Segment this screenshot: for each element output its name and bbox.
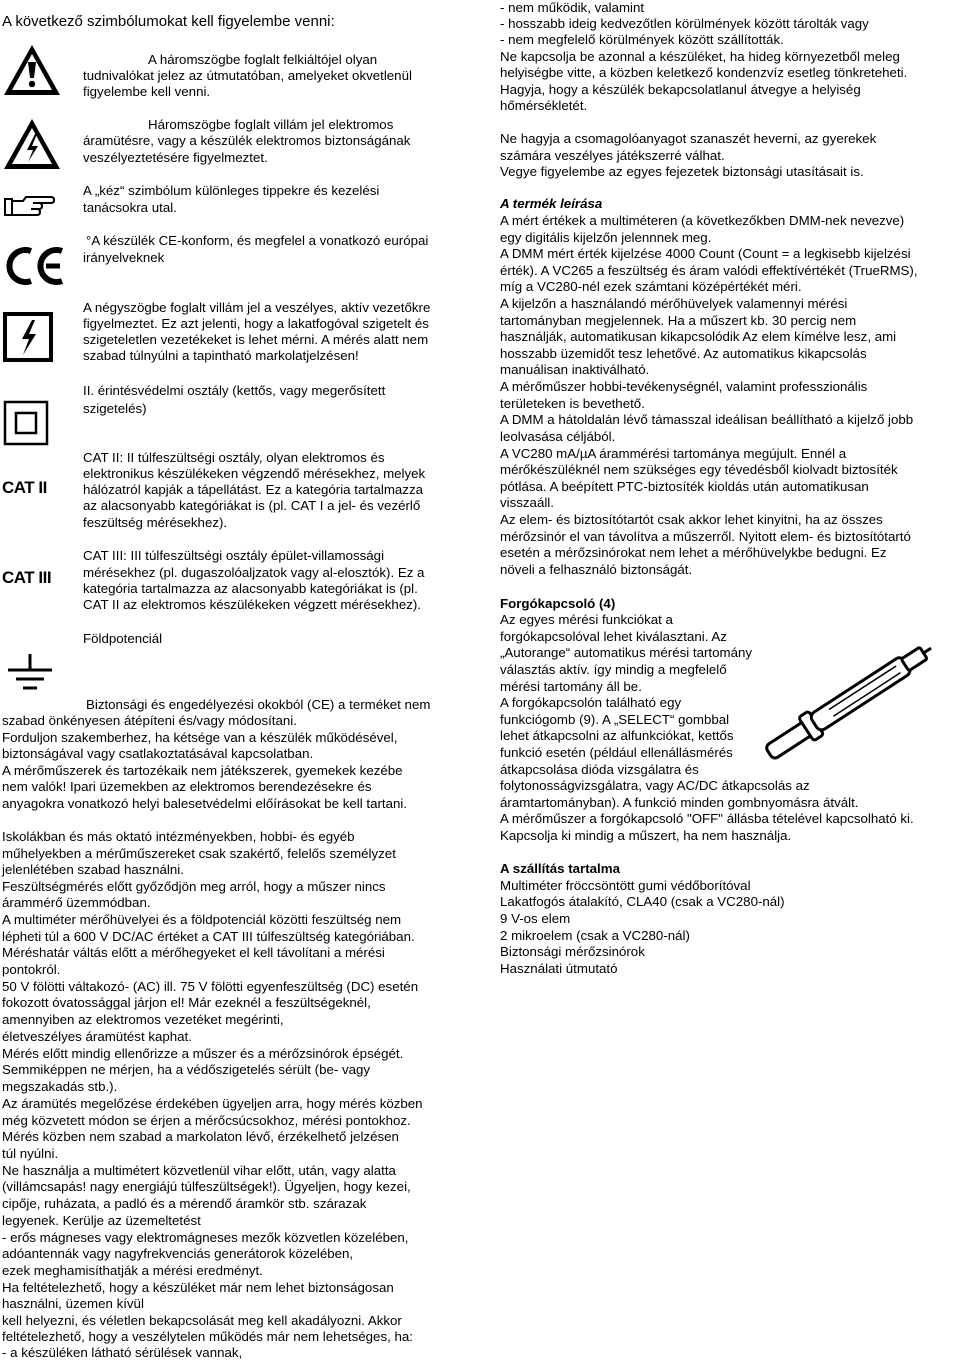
- delivery-heading: A szállítás tartalma: [500, 861, 620, 876]
- ce-mark-icon: [2, 244, 68, 288]
- left-body-line: biztonságával vagy csatlakoztatásával kapcsolatban.: [2, 746, 314, 761]
- left-body-line: szabad önkényesen átépíteni és/vagy módosítani.: [2, 713, 297, 728]
- left-body-line: Mérés közben nem szabad a markolaton lévő, érzékelhető jelzésen: [2, 1129, 399, 1144]
- product-line: növeli a felhasználó biztonságát.: [500, 562, 693, 577]
- product-line: esetén a mérőzsinórokat nem lehet a mérőhüvelykbe bedugni. Ez: [500, 545, 887, 560]
- shock-text-1: Háromszögbe foglalt villám jel elektromos: [148, 117, 394, 132]
- left-body-line: nem valók! Ipari üzemekben az elektromos berendezésekre és: [2, 779, 372, 794]
- product-line: tartományban megjelennek. Ha a műszert kb. 30 percig nem: [500, 313, 857, 328]
- left-body-line: cipője, ruházata, a padló és a mérendő áramkör stb. szárazak: [2, 1196, 367, 1211]
- rotary-line: A forgókapcsolón található egy: [500, 695, 682, 710]
- test-probe-icon: [748, 612, 948, 792]
- delivery-item: 2 mikroelem (csak a VC280-nál): [500, 928, 690, 943]
- ground-symbol-icon: [6, 652, 54, 692]
- shock-text-3: veszélyeztetésére figyelmeztet.: [83, 150, 268, 165]
- delivery-item: Használati útmutató: [500, 961, 618, 976]
- left-body-line: lépheti túl a 600 V DC/AC értéket a CAT III túlfeszültség kategóriában.: [2, 929, 415, 944]
- right-top-line: Ne kapcsolja be azonnal a készüléket, ha hideg környezetből meleg: [500, 49, 900, 64]
- left-body-line: kell helyezni, és véletlen bekapcsolását meg kell akadályozni. Akkor: [2, 1313, 402, 1328]
- left-body-line: műhelyekben a mérűműszereket csak szakértő, felelős személyzet: [2, 846, 396, 861]
- shock-text-2: áramütésre, vagy a készülék elektromos biztonságának: [83, 133, 411, 148]
- product-line: mérőzsinór el van távolítva a műszerről. Nyitott elem- és biztosítótartó: [500, 529, 911, 544]
- product-line: A kijelzőn a használandó mérőhüvelyek valamennyi mérési: [500, 296, 848, 311]
- left-body-line: (villámcsapás! nagy energiájú túlfeszültségek!). Ügyeljen, hogy kezei,: [2, 1179, 411, 1194]
- right-top-line: - nem működik, valamint: [500, 0, 645, 15]
- live-text-2: figyelmeztet. Ez azt jelenti, hogy a lakatfogóval szigetelt és: [83, 316, 429, 331]
- rotary-line: A mérőműszer a forgókapcsoló "OFF" állásba tételével kapcsolható ki.: [500, 811, 914, 826]
- product-line: A DMM mért érték kijelzése 4000 Count (Count = a legkisebb kijelzési: [500, 246, 911, 261]
- left-body-line: Mérés előtt mindig ellenőrizze a műszer és a mérőzsinórok épségét.: [2, 1046, 404, 1061]
- warning-text-2: tudnivalókat jelez az útmutatóban, amelyeket okvetlenül: [83, 68, 412, 83]
- rotary-line: Az egyes mérési funkciókat a: [500, 612, 673, 627]
- page-title: A következő szimbólumokat kell figyelembe venni:: [2, 13, 335, 30]
- left-body-line: A mérőműszerek és tartozékaik nem játékszerek, gyemekek kezébe: [2, 763, 403, 778]
- class2-text-2: szigetelés): [83, 401, 147, 416]
- left-body-line: Az áramütés megelőzése érdekében ügyeljen arra, hogy mérés közben: [2, 1096, 423, 1111]
- left-body-line: árammérő üzemmódban.: [2, 895, 151, 910]
- left-body-line: - a készüléken látható sérülések vannak,: [2, 1345, 243, 1360]
- product-line: míg a VC280-nél ezek számtani középértékét méri.: [500, 279, 802, 294]
- live-text-1: A négyszögbe foglalt villám jel a veszélyes, aktív vezetőkre: [83, 300, 431, 315]
- product-line: mérőkészüléknél nem szükséges egy tévedésből kiolvadt biztosíték: [500, 462, 898, 477]
- rotary-line: funkciógomb (9). A „SELECT“ gombbal: [500, 712, 730, 727]
- cat2-text-4: az alacsonyabb kategóriákat is (pl. CAT I a jel- és vezérlő: [83, 498, 421, 513]
- cat2-text-5: feszültség mérésekhez).: [83, 515, 228, 530]
- product-line: visszaáll.: [500, 495, 554, 510]
- rotary-line: „Autorange“ automatikus mérési tartomány: [500, 645, 753, 660]
- left-body-line: Ne használja a multimétert közvetlenül vihar előtt, után, vagy alatta: [2, 1163, 396, 1178]
- right-top-line: hőmérsékletét.: [500, 98, 588, 113]
- rotary-line: mérési tartomány áll be.: [500, 679, 642, 694]
- live-text-3: szigeteletlen vezetékeket is lehet mérni. A mérés alatt nem: [83, 332, 429, 347]
- left-body-line: ezek meghamisíthatják a mérési eredményt.: [2, 1263, 263, 1278]
- lightning-square-icon: [3, 312, 53, 362]
- cat3-text-1: CAT III: III túlfeszültségi osztály épület-villamossági: [83, 548, 385, 563]
- cat3-text-2: mérésekhez (pl. dugaszolóaljzatok vagy al-elosztók). Ez a: [83, 565, 425, 580]
- rotary-line: funkció esetén (például ellenállásmérés: [500, 745, 733, 760]
- rotary-line: folytonosságvizsgálatra, vagy AC/DC átkapcsolás az: [500, 778, 810, 793]
- left-body-line: - erős mágneses vagy elektromágneses mezők közvetlen közelében,: [2, 1230, 409, 1245]
- cat2-text-2: elektronikus készülékeken végzendő mérésekhez, melyek: [83, 466, 426, 481]
- left-body-line: Méréshatár váltás előtt a mérőhegyeket el kell távolítani a mérési: [2, 945, 385, 960]
- right-top-line: helyiségbe vitte, a közben keletkező kondenzvíz esetleg tönkreteheti.: [500, 65, 908, 80]
- class2-text-1: II. érintésvédelmi osztály (kettős, vagy megerősített: [83, 383, 386, 398]
- left-body-line: anyagokra vonatkozó helyi balesetvédelmi előírásokat be kell tartani.: [2, 796, 408, 811]
- product-line: A DMM a hátoldalán lévő támasszal ideálisan beállítható a kijelző jobb: [500, 412, 914, 427]
- left-body-line: adóantennák vagy nagyfrekvenciás generátorok közelében,: [2, 1246, 354, 1261]
- product-heading: A termék leírása: [500, 196, 603, 211]
- left-body-line: 50 V fölötti váltakozó- (AC) ill. 75 V fölötti egyenfeszültség (DC) esetén: [2, 979, 419, 994]
- left-body-line: életveszélyes áramütést kaphat.: [2, 1029, 192, 1044]
- left-body-line: Forduljon szakemberhez, ha kétsége van a készülék működésével,: [2, 730, 398, 745]
- right-top-line: Hagyja, hogy a készülék bekapcsolatlanul átvegye a helyiség: [500, 82, 861, 97]
- rotary-heading: Forgókapcsoló (4): [500, 596, 616, 611]
- left-body-line: A multiméter mérőhüvelyei és a földpotenciál közötti feszültség nem: [2, 912, 402, 927]
- product-line: egy digitális kijelzőn jelennnek meg.: [500, 230, 712, 245]
- double-insulation-icon: [3, 400, 49, 446]
- rotary-line: Kapcsolja ki mindig a műszert, ha nem használja.: [500, 828, 792, 843]
- left-body-line: Feszültségmérés előtt győződjön meg arról, hogy a műszer nincs: [2, 879, 386, 894]
- left-body-line: fokozott óvatossággal járjon el! Már ezeknél a feszültségeknél,: [2, 995, 371, 1010]
- left-body-line: Ha feltételezhető, hogy a készüléket már nem lehet biztonságosan: [2, 1280, 394, 1295]
- ce-text-2: irányelveknek: [83, 250, 165, 265]
- product-line: Az elem- és biztosítótartót csak akkor lehet kinyitni, ha az összes: [500, 512, 883, 527]
- electric-shock-triangle-icon: [2, 117, 62, 171]
- product-line: A VC280 mA/µA árammérési tartománya megújult. Ennél a: [500, 446, 847, 461]
- rotary-line: forgókapcsolóval lehet kiválasztani. Az: [500, 629, 727, 644]
- cat2-label: CAT II: [2, 478, 47, 497]
- cat3-label: CAT III: [2, 568, 52, 587]
- product-line: használják, automatikusan kikapcsolódik Az elem kímélve lesz, ami: [500, 329, 897, 344]
- rotary-line: választás aktív. így mindig a megfelelő: [500, 662, 727, 677]
- product-line: területeken is bevethető.: [500, 396, 645, 411]
- ground-text: Földpotenciál: [83, 631, 163, 646]
- live-text-4: szabad túlnyúlni a tapintható markolatjelzésen!: [83, 348, 359, 363]
- left-body-line: legyenek. Kerülje az üzemeltetést: [2, 1213, 201, 1228]
- warning-triangle-icon: [2, 43, 62, 97]
- right-top-line: - hosszabb ideig kedvezőtlen körülmények között tárolták vagy: [500, 16, 869, 31]
- warning-text-1: A háromszögbe foglalt felkiáltójel olyan: [148, 52, 378, 67]
- product-line: A mérőműszer hobbi-tevékenységnél, valamint professzionális: [500, 379, 868, 394]
- left-body-line: megszakadás stb.).: [2, 1079, 118, 1094]
- rotary-line: lehet átkapcsolni az alfunkciókat, kettős: [500, 728, 734, 743]
- product-line: érték). A VC265 a feszültség és áram valódi effektívértékét (TrueRMS),: [500, 263, 918, 278]
- product-line: A mért értékek a multiméteren (a következőkben DMM-nek nevezve): [500, 213, 905, 228]
- rotary-line: átkapcsolása dióda vizsgálatra és: [500, 762, 699, 777]
- left-body-line: túl nyúlni.: [2, 1146, 59, 1161]
- warning-text-3: figyelembe kell venni.: [83, 84, 211, 99]
- cat3-text-3: kategória tartalmazza az alacsonyabb kategóriákat is (pl.: [83, 581, 418, 596]
- product-line: leolvasása céljából.: [500, 429, 616, 444]
- ce-text-1: °A készülék CE-konform, és megfelel a vonatkozó európai: [86, 233, 429, 248]
- pointing-hand-icon: [3, 193, 55, 221]
- cat3-text-4: CAT II az elektromos készülékeken végzett mérésekhez).: [83, 597, 421, 612]
- delivery-item: Biztonsági mérőzsinórok: [500, 944, 645, 959]
- left-body-line: használni, üzemen kívül: [2, 1296, 144, 1311]
- hand-text-1: A „kéz“ szimbólum különleges tippekre és kezelési: [83, 183, 380, 198]
- delivery-item: 9 V-os elem: [500, 911, 571, 926]
- left-body-line: jelenlétében szabad használni.: [2, 862, 184, 877]
- cat2-text-3: hálózatról kapják a tápellátást. Ez a kategória tartalmazza: [83, 482, 423, 497]
- right-top-line: Ne hagyja a csomagolóanyagot szanaszét heverni, az gyerekek: [500, 131, 877, 146]
- right-top-line: Vegye figyelembe az egyes fejezetek biztonsági utasításait is.: [500, 164, 864, 179]
- product-line: manuálisan inaktiválható.: [500, 362, 650, 377]
- delivery-item: Multiméter fröccsöntött gumi védőborítóval: [500, 878, 751, 893]
- left-body-line: pontokról.: [2, 962, 61, 977]
- left-body-line: még közvetett módon se érjen a mérőcsúcsokhoz, mérési pontokhoz.: [2, 1113, 411, 1128]
- left-body-line: Semmiképpen ne mérjen, ha a védőszigetelés sérült (be- vagy: [2, 1062, 371, 1077]
- left-body-line: Iskolákban és más oktató intézményekben, hobbi- és egyéb: [2, 829, 355, 844]
- rotary-line: áramtartományban). A funkció minden gombnyomásra átvált.: [500, 795, 859, 810]
- left-body-line: feltételezhető, hogy a veszélytelen működés már nem lehetséges, ha:: [2, 1329, 413, 1344]
- product-line: pótlása. A beépített PTC-biztosíték kioldás után automatikusan: [500, 479, 869, 494]
- cat2-text-1: CAT II: II túlfeszültségi osztály, olyan elektromos és: [83, 450, 385, 465]
- hand-text-2: tanácsokra utal.: [83, 200, 177, 215]
- left-body-line: amennyiben az elektromos vezetéket megérinti,: [2, 1012, 284, 1027]
- right-top-line: - nem megfelelő körülmények között szállították.: [500, 32, 784, 47]
- delivery-item: Lakatfogós átalakító, CLA40 (csak a VC280-nál): [500, 894, 785, 909]
- left-body-line: Biztonsági és engedélyezési okokból (CE) a terméket nem: [86, 697, 431, 712]
- right-top-line: számára veszélyes játékszerré válhat.: [500, 148, 725, 163]
- product-line: hosszabb üzemidőt tesz lehetővé. Az automatikus kikapcsolás: [500, 346, 867, 361]
